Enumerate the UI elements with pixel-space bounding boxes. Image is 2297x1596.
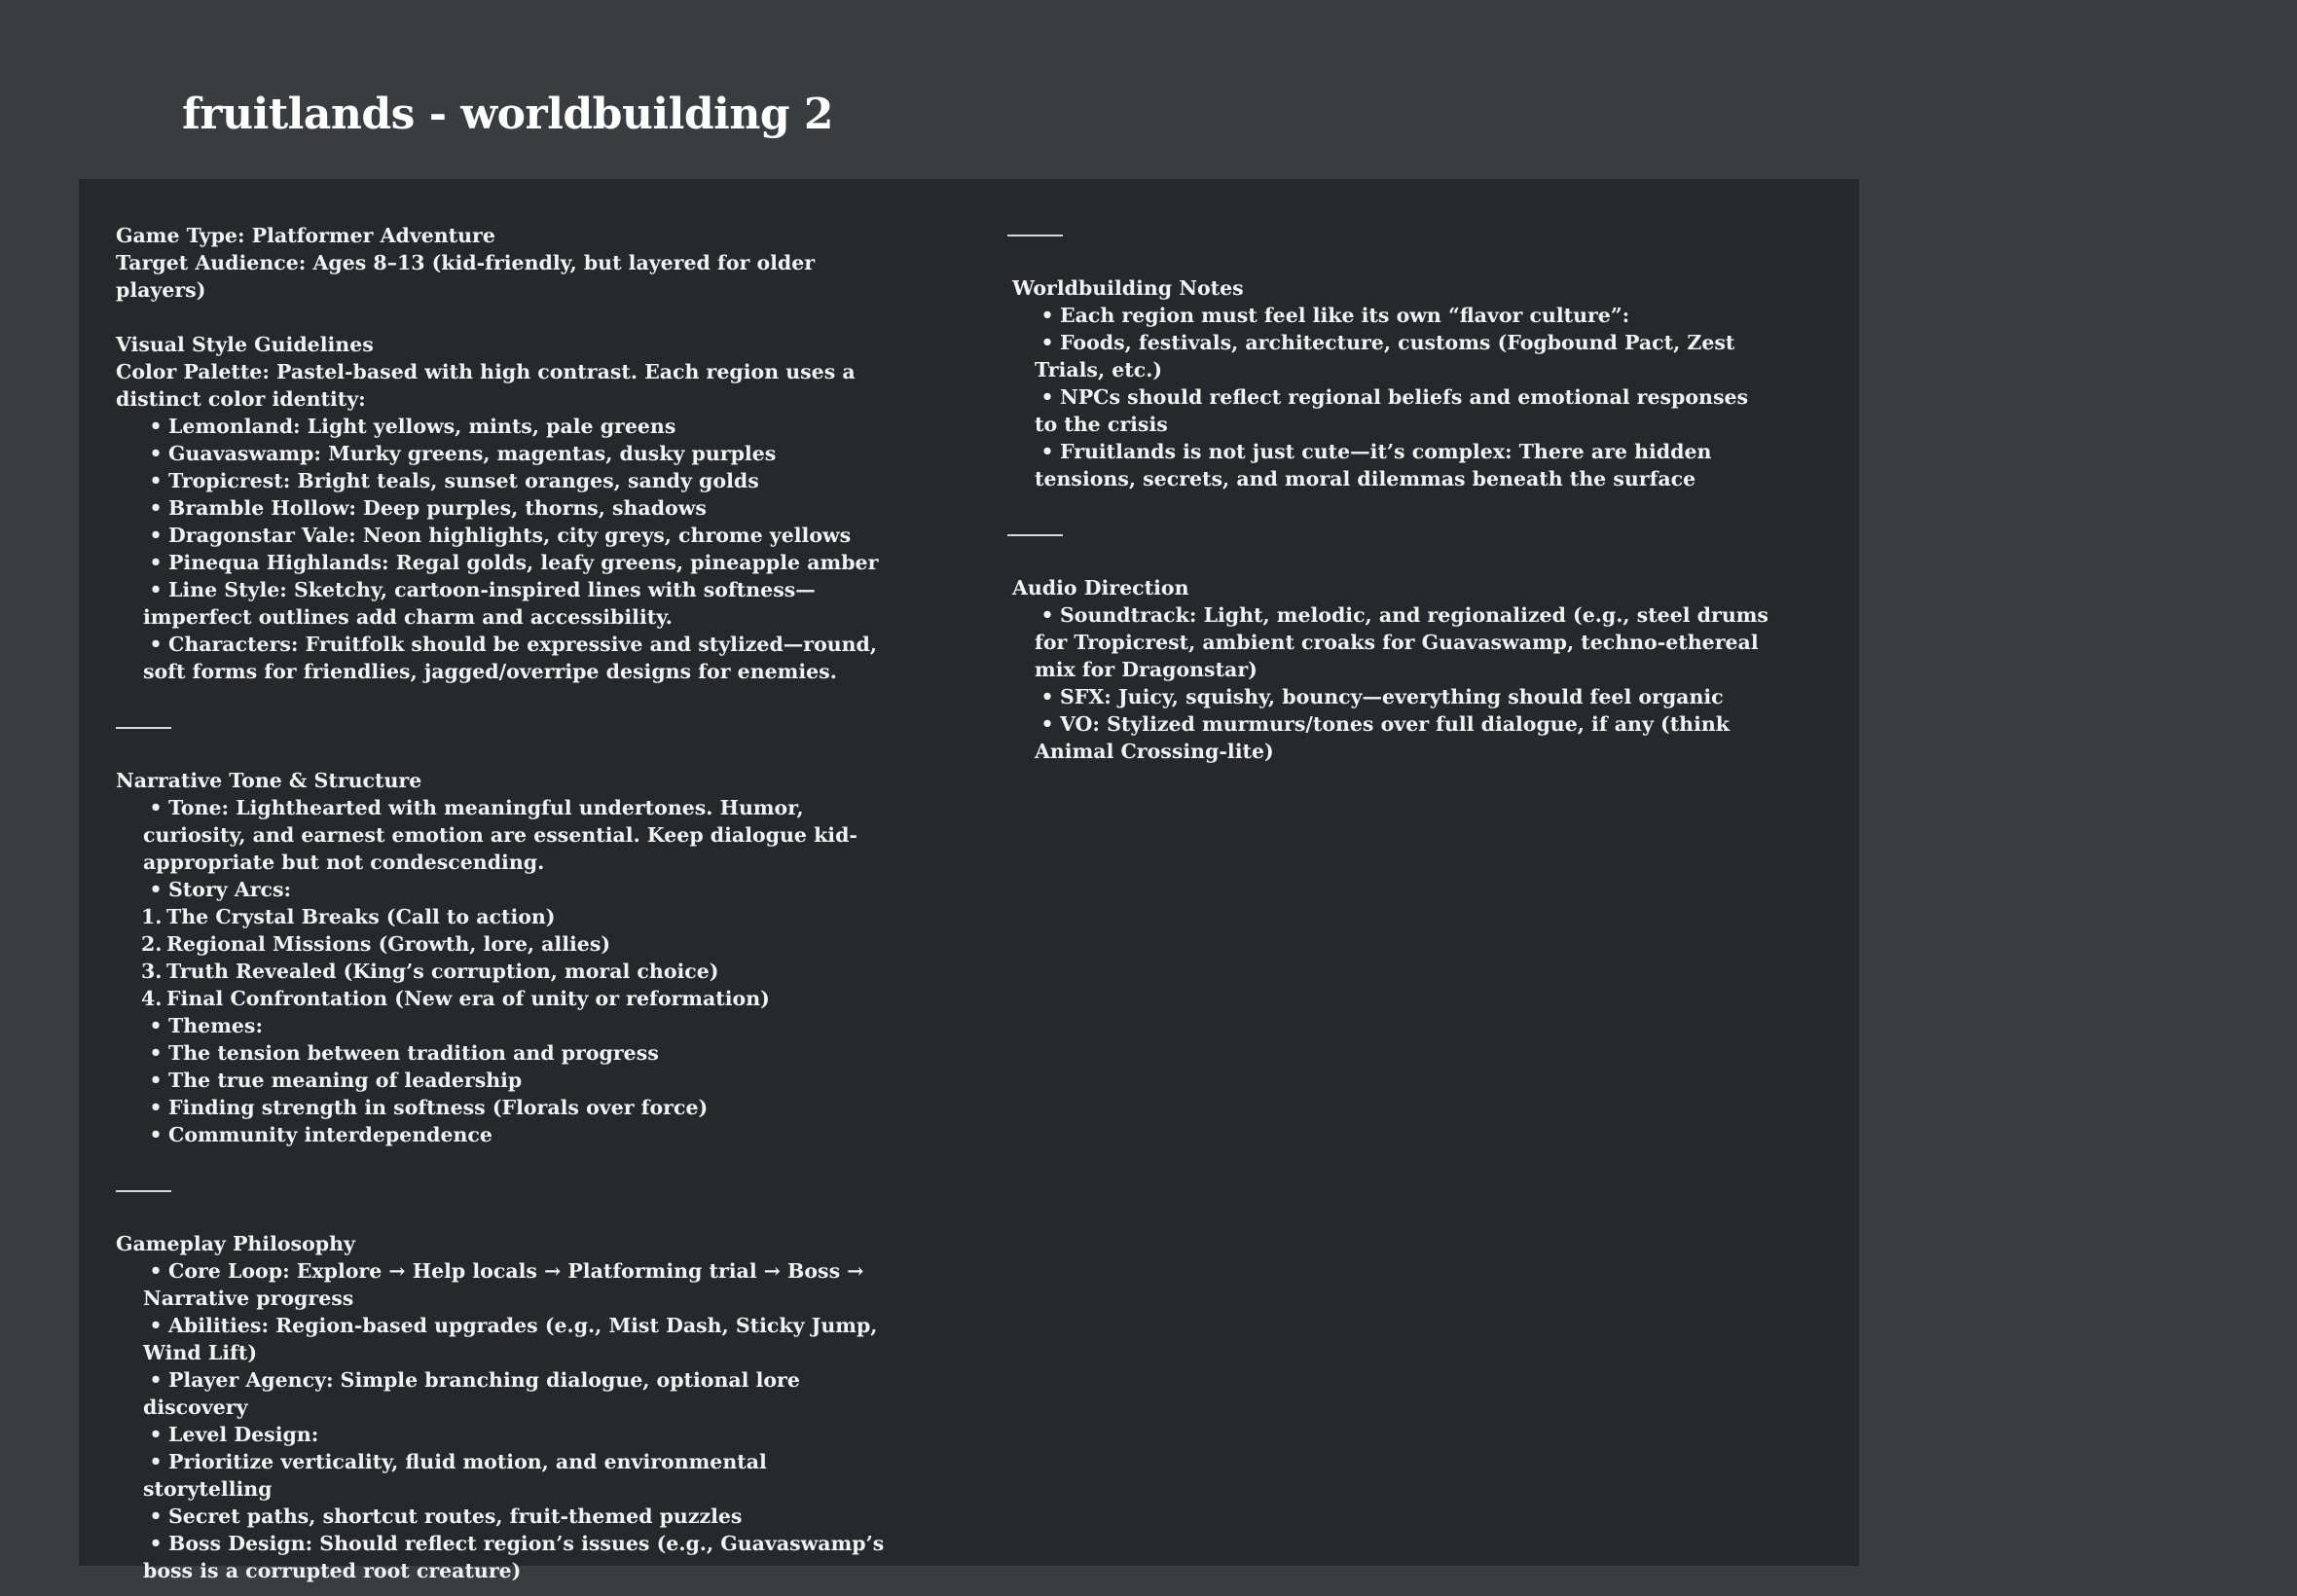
visual-style-heading: Visual Style Guidelines: [116, 333, 374, 356]
story-arcs-label: Story Arcs:: [168, 878, 292, 901]
list-item: [116, 467, 885, 494]
bullet-marker: •: [149, 524, 163, 547]
bullet-marker: •: [1040, 385, 1054, 409]
list-item: [116, 1121, 885, 1148]
list-item-text: Lemonland: Light yellows, mints, pale greens: [168, 415, 676, 438]
list-item: [116, 1039, 885, 1067]
list-item: [116, 1312, 885, 1366]
bullet-marker: •: [149, 496, 163, 520]
color-palette: Color Palette: Pastel-based with high contrast. Each region uses a distinct color identity:: [116, 360, 856, 411]
audio-heading: Audio Direction: [1012, 576, 1189, 599]
list-number: 1.: [141, 905, 163, 928]
left-column: [116, 222, 885, 1584]
list-item-text: Community interdependence: [168, 1123, 492, 1146]
list-item: [116, 903, 885, 930]
gameplay-list: [116, 1257, 885, 1584]
list-item-text: Characters: Fruitfolk should be expressive and stylized—round, soft forms for friendlies, jagged/overripe designs for enemies.: [143, 633, 878, 683]
list-item: [116, 1503, 885, 1530]
list-item: [116, 958, 885, 985]
tone-text: Tone: Lighthearted with meaningful undertones. Humor, curiosity, and earnest emotion are essential. Keep dialogue kid-appropriate but not condescending.: [143, 796, 857, 874]
list-item-text: Each region must feel like its own “flavor culture”:: [1060, 304, 1630, 327]
list-item: [1007, 302, 1776, 329]
list-item-text: Foods, festivals, architecture, customs (Fogbound Pact, Zest Trials, etc.): [1035, 331, 1735, 381]
list-item-text: Tropicrest: Bright teals, sunset oranges, sandy golds: [168, 469, 759, 492]
bullet-marker: •: [149, 1505, 163, 1528]
worldbuilding-heading: Worldbuilding Notes: [1012, 276, 1244, 300]
bullet-marker: •: [149, 878, 163, 901]
bullet-marker: •: [149, 442, 163, 465]
list-item-text: SFX: Juicy, squishy, bouncy—everything should feel organic: [1060, 685, 1724, 708]
list-item: [116, 413, 885, 440]
bullet-marker: •: [149, 1069, 163, 1092]
list-item-text: VO: Stylized murmurs/tones over full dialogue, if any (think Animal Crossing-lite): [1035, 712, 1730, 763]
divider: [1007, 235, 1063, 236]
list-item: [116, 1094, 885, 1121]
list-number: 3.: [141, 960, 163, 983]
list-item: [1007, 683, 1776, 710]
list-item-text: Pinequa Highlands: Regal golds, leafy greens, pineapple amber: [168, 551, 879, 574]
list-item-text: Abilities: Region-based upgrades (e.g., Mist Dash, Sticky Jump, Wind Lift): [143, 1314, 878, 1364]
list-item-text: Soundtrack: Light, melodic, and regionalized (e.g., steel drums for Tropicrest, ambient croaks for Guavaswamp, techno-ethereal mix for Dragonstar): [1035, 603, 1768, 681]
bullet-marker: •: [149, 1259, 163, 1283]
bullet-marker: •: [149, 1368, 163, 1392]
bullet-marker: •: [149, 796, 163, 819]
story-arcs-list: [116, 903, 885, 1012]
target-audience: Target Audience: Ages 8–13 (kid-friendly, but layered for older players): [116, 251, 816, 302]
list-item-text: Line Style: Sketchy, cartoon-inspired lines with softness—imperfect outlines add charm and accessibility.: [143, 578, 816, 629]
themes-label: Themes:: [168, 1014, 264, 1037]
bullet-marker: •: [1040, 712, 1054, 736]
list-item: [116, 1366, 885, 1421]
audio-list: [1007, 601, 1776, 765]
list-item: [1007, 710, 1776, 765]
page-title: fruitlands - worldbuilding 2: [182, 90, 834, 139]
right-column: [1007, 222, 1776, 765]
list-item: [116, 794, 885, 876]
list-item: [1007, 438, 1776, 492]
bullet-marker: •: [1040, 304, 1054, 327]
themes-list: [116, 1039, 885, 1148]
list-item: [116, 985, 885, 1012]
list-item-text: Player Agency: Simple branching dialogue, optional lore discovery: [143, 1368, 800, 1419]
list-item-text: Final Confrontation (New era of unity or reformation): [166, 987, 770, 1010]
list-item-text: Dragonstar Vale: Neon highlights, city greys, chrome yellows: [168, 524, 852, 547]
list-item: [1007, 329, 1776, 383]
game-type: Game Type: Platformer Adventure: [116, 224, 495, 247]
list-item-text: The Crystal Breaks (Call to action): [166, 905, 556, 928]
bullet-marker: •: [149, 415, 163, 438]
worldbuilding-list: [1007, 302, 1776, 492]
divider: [116, 1190, 171, 1192]
bullet-marker: •: [1040, 331, 1054, 354]
list-item: [116, 1012, 885, 1039]
spacer: [116, 1203, 885, 1230]
palette-list: [116, 413, 885, 685]
divider: [116, 727, 171, 729]
list-item: [116, 1067, 885, 1094]
list-item-text: Bramble Hollow: Deep purples, thorns, shadows: [168, 496, 707, 520]
list-item: [1007, 601, 1776, 683]
bullet-marker: •: [1040, 685, 1054, 708]
list-item: [116, 876, 885, 903]
bullet-marker: •: [149, 1014, 163, 1037]
list-item: [116, 576, 885, 631]
spacer: [116, 740, 885, 767]
bullet-marker: •: [149, 1096, 163, 1119]
list-item: [116, 1257, 885, 1312]
list-item-text: Finding strength in softness (Florals over force): [168, 1096, 709, 1119]
bullet-marker: •: [149, 469, 163, 492]
bullet-marker: •: [149, 551, 163, 574]
list-number: 2.: [141, 932, 163, 956]
bullet-marker: •: [149, 1123, 163, 1146]
list-item: [116, 631, 885, 685]
list-item: [116, 930, 885, 958]
spacer: [1007, 547, 1776, 574]
list-item: [116, 1530, 885, 1584]
gameplay-heading: Gameplay Philosophy: [116, 1232, 355, 1255]
bullet-marker: •: [1040, 440, 1054, 463]
list-item: [116, 494, 885, 522]
list-item-text: Truth Revealed (King’s corruption, moral choice): [166, 960, 719, 983]
spacer: [116, 304, 885, 331]
spacer: [116, 1148, 885, 1176]
list-item: [116, 522, 885, 549]
list-item: [116, 440, 885, 467]
bullet-marker: •: [149, 1314, 163, 1337]
list-item-text: Core Loop: Explore → Help locals → Platforming trial → Boss → Narrative progress: [143, 1259, 864, 1310]
bullet-marker: •: [149, 633, 163, 656]
bullet-marker: •: [1040, 603, 1054, 627]
spacer: [1007, 492, 1776, 520]
list-item-text: Prioritize verticality, fluid motion, and environmental storytelling: [143, 1450, 767, 1501]
bullet-marker: •: [149, 1532, 163, 1555]
list-item-text: Level Design:: [168, 1423, 319, 1446]
list-item: [116, 549, 885, 576]
list-item-text: Fruitlands is not just cute—it’s complex: There are hidden tensions, secrets, and moral dilemmas beneath the surface: [1035, 440, 1712, 490]
list-item-text: The tension between tradition and progress: [168, 1041, 659, 1065]
bullet-marker: •: [149, 1041, 163, 1065]
spacer: [116, 685, 885, 712]
bullet-marker: •: [149, 578, 163, 601]
list-item: [116, 1448, 885, 1503]
list-item-text: The true meaning of leadership: [168, 1069, 523, 1092]
list-item-text: Secret paths, shortcut routes, fruit-themed puzzles: [168, 1505, 743, 1528]
list-item: [116, 1421, 885, 1448]
list-item-text: Guavaswamp: Murky greens, magentas, dusky purples: [168, 442, 777, 465]
narrative-heading: Narrative Tone & Structure: [116, 769, 422, 792]
bullet-marker: •: [149, 1423, 163, 1446]
list-item-text: NPCs should reflect regional beliefs and emotional responses to the crisis: [1035, 385, 1749, 436]
spacer: [1007, 247, 1776, 274]
list-item: [1007, 383, 1776, 438]
bullet-marker: •: [149, 1450, 163, 1473]
divider: [1007, 534, 1063, 536]
list-item-text: Boss Design: Should reflect region’s issues (e.g., Guavaswamp’s boss is a corrupted root creature): [143, 1532, 885, 1582]
list-number: 4.: [141, 987, 163, 1010]
list-item-text: Regional Missions (Growth, lore, allies): [166, 932, 611, 956]
